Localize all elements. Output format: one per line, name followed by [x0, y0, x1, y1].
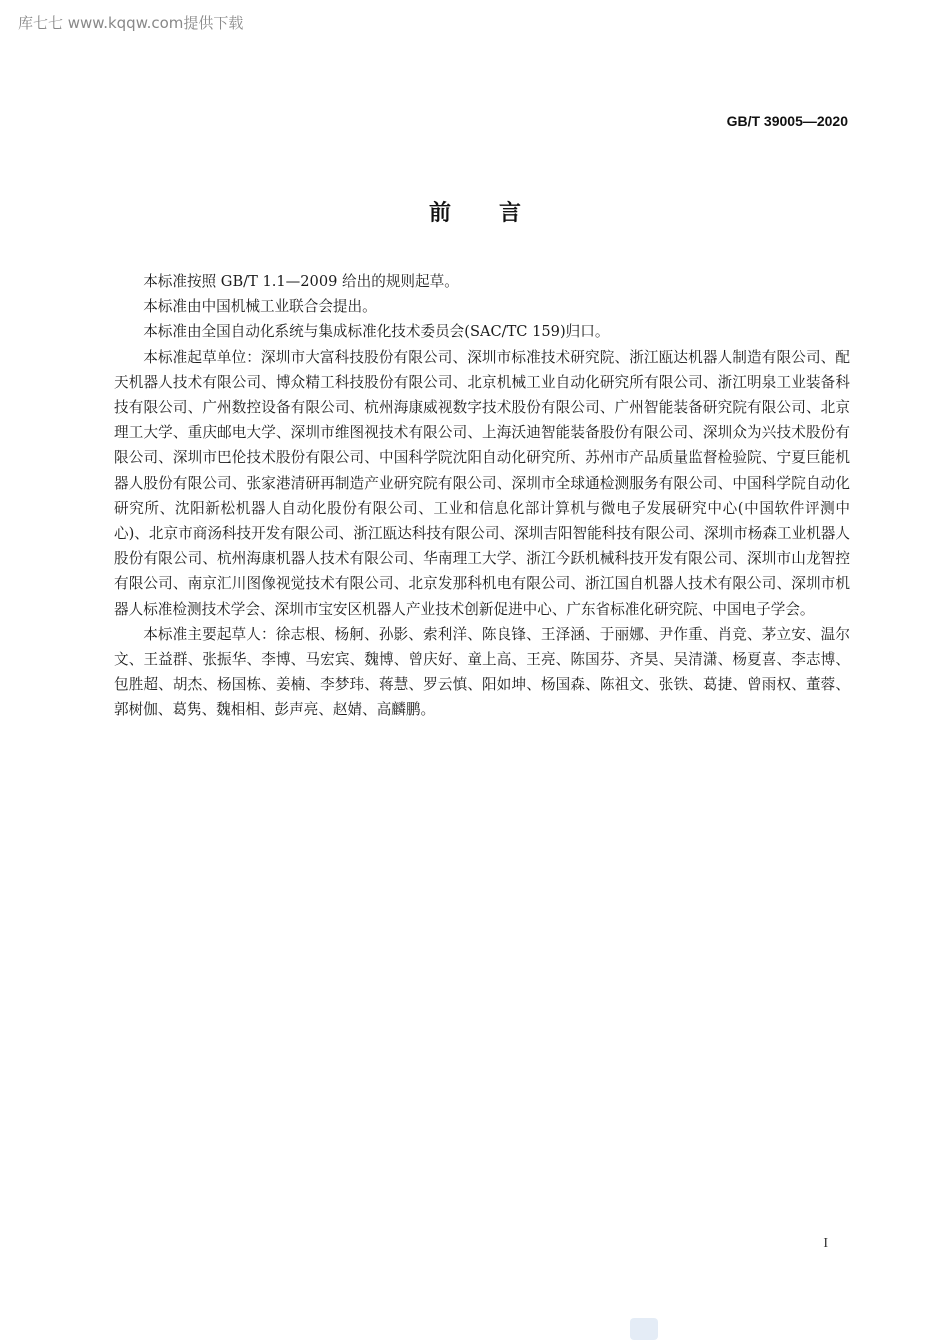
sac-logo-icon — [630, 1318, 658, 1340]
download-watermark: 库七七 www.kqqw.com提供下载 — [18, 14, 244, 32]
paragraph-proposer: 本标准由中国机械工业联合会提出。 — [143, 298, 377, 316]
paragraph-drafting-rules: 本标准按照 GB/T 1.1—2009 给出的规则起草。 — [143, 273, 459, 290]
standard-number: GB/T 39005—2020 — [726, 113, 848, 129]
page-title: 前言 — [428, 201, 569, 226]
paragraph-technical-committee: 本标准由全国自动化系统与集成标准化技术委员会(SAC/TC 159)归口。 — [143, 323, 610, 341]
paragraph-main-drafters: 本标准主要起草人：徐志根、杨舸、孙影、索利洋、陈良锋、王泽涵、于丽娜、尹作重、肖竞、茅立安、温尔文、王益群、张振华、李博、马宏宾、魏博、曾庆好、童上高、王亮、陈国芬、齐昊、吴清潇、杨夏喜、李志博、包胜超、胡杰、杨国栋、姜楠、李梦玮、蒋慧、罗云慎、阳如坤、杨国森、陈祖文、张铁、葛捷、曾雨权、董蓉、郭树伽、葛隽、魏相相、彭声亮、赵婧、高麟鹏。 — [114, 625, 850, 719]
foreword-body — [114, 269, 850, 723]
paragraph-drafting-units: 本标准起草单位：深圳市大富科技股份有限公司、深圳市标准技术研究院、浙江瓯达机器人制造有限公司、配天机器人技术有限公司、博众精工科技股份有限公司、北京机械工业自动化研究所有限公司、浙江明泉工业装备科技有限公司、广州数控设备有限公司、杭州海康威视数字技术股份有限公司、广州智能装备研究院有限公司、北京理工大学、重庆邮电大学、深圳市维图视技术有限公司、上海沃迪智能装备股份有限公司、深圳众为兴技术股份有限公司、深圳市巴伦技术股份有限公司、中国科学院沈阳自动化研究所、苏州市产品质量监督检验院、宁夏巨能机器人股份有限公司、张家港清研再制造产业研究院有限公司、深圳市全球通检测服务有限公司、中国科学院自动化研究所、沈阳新松机器人自动化股份有限公司、工业和信息化部计算机与微电子发展研究中心(中国软件评测中心)、北京市商汤科技开发有限公司、浙江瓯达科技有限公司、深圳吉阳智能科技有限公司、深圳市杨森工业机器人股份有限公司、杭州海康机器人技术有限公司、华南理工大学、浙江今跃机械科技开发有限公司、深圳市山龙智控有限公司、南京汇川图像视觉技术有限公司、北京发那科机电有限公司、浙江国自机器人技术有限公司、深圳市机器人标准检测技术学会、深圳市宝安区机器人产业技术创新促进中心、广东省标准化研究院、中国电子学会。 — [114, 348, 850, 618]
page-number: I — [823, 1236, 828, 1251]
